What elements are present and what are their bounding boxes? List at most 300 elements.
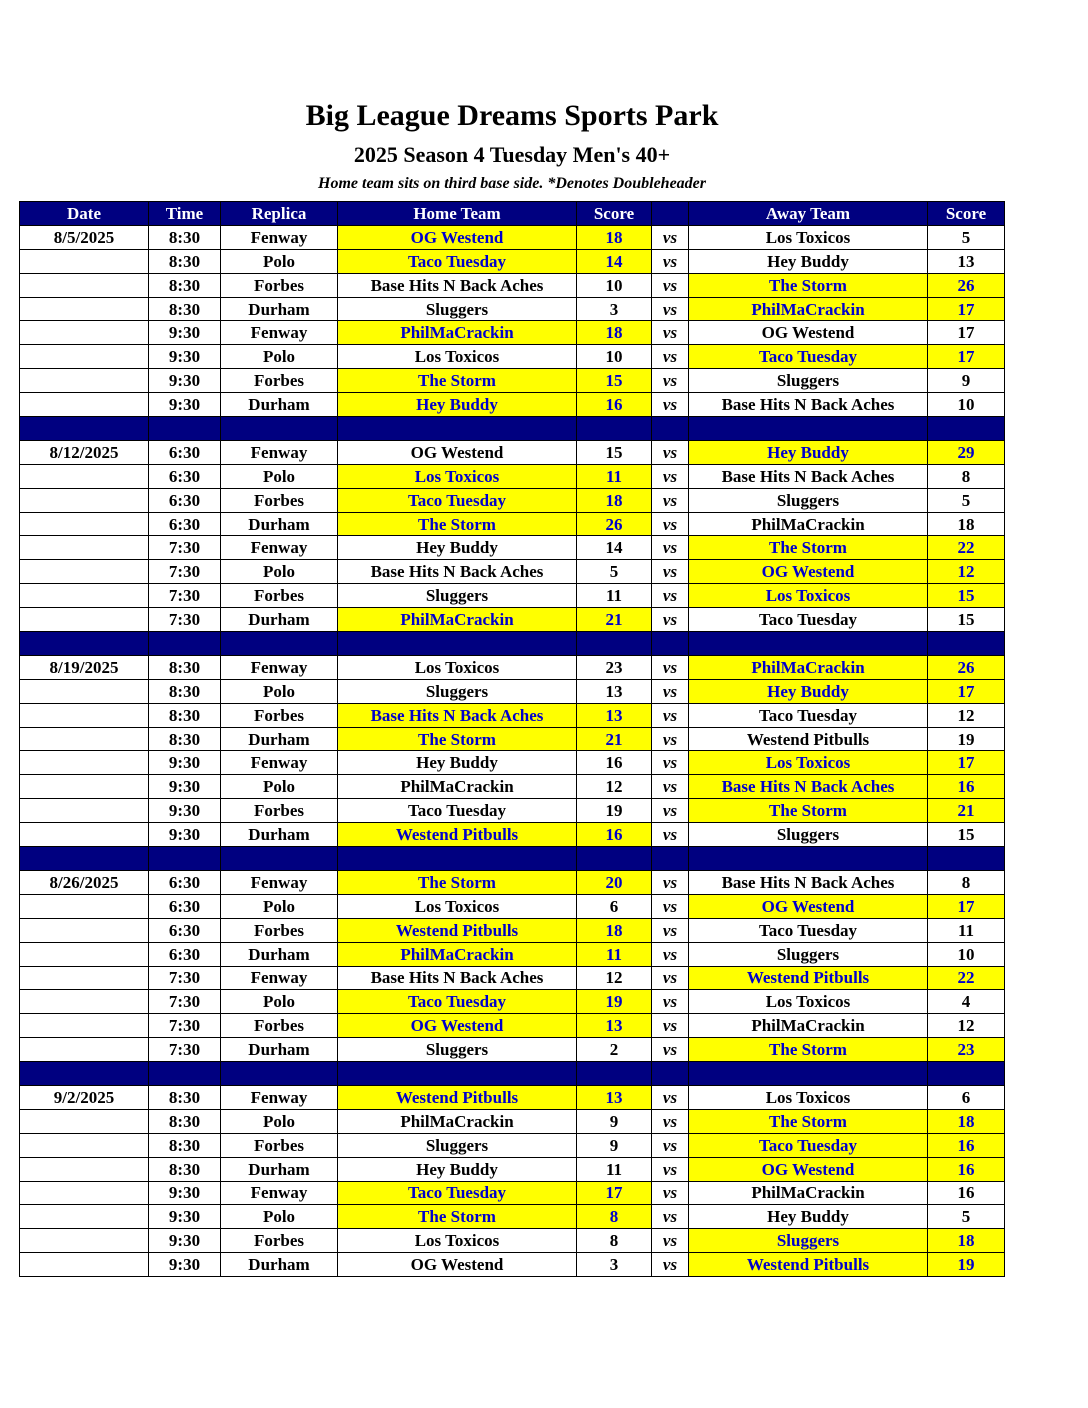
home-team-cell: Taco Tuesday (338, 990, 577, 1014)
date-cell (20, 536, 149, 560)
away-score-cell: 19 (928, 727, 1005, 751)
time-cell: 6:30 (149, 870, 221, 894)
vs-cell: vs (652, 1157, 689, 1181)
vs-cell: vs (652, 1181, 689, 1205)
date-cell (20, 775, 149, 799)
vs-cell: vs (652, 894, 689, 918)
game-row (20, 608, 1005, 632)
field-cell: Fenway (221, 1085, 338, 1109)
home-score-cell: 15 (577, 369, 652, 393)
game-row (20, 1253, 1005, 1277)
date-cell (20, 369, 149, 393)
home-team-cell: OG Westend (338, 1253, 577, 1277)
away-score-cell: 26 (928, 273, 1005, 297)
date-cell (20, 1253, 149, 1277)
away-team-cell: PhilMaCrackin (689, 297, 928, 321)
field-cell: Forbes (221, 488, 338, 512)
game-row (20, 321, 1005, 345)
home-score-cell: 21 (577, 608, 652, 632)
field-cell: Durham (221, 393, 338, 417)
away-score-cell: 10 (928, 393, 1005, 417)
time-cell: 7:30 (149, 1038, 221, 1062)
time-cell: 9:30 (149, 1253, 221, 1277)
separator-cell (689, 1062, 928, 1086)
away-score-cell: 16 (928, 1157, 1005, 1181)
date-cell: 9/2/2025 (20, 1085, 149, 1109)
game-row (20, 1205, 1005, 1229)
field-cell: Forbes (221, 799, 338, 823)
home-team-cell: Los Toxicos (338, 345, 577, 369)
col-header-home-team: Home Team (338, 202, 577, 226)
home-score-cell: 16 (577, 393, 652, 417)
away-team-cell: The Storm (689, 1038, 928, 1062)
home-score-cell: 21 (577, 727, 652, 751)
schedule-body (20, 225, 1005, 1276)
away-score-cell: 8 (928, 464, 1005, 488)
col-header-time: Time (149, 202, 221, 226)
home-score-cell: 18 (577, 918, 652, 942)
separator-cell (20, 417, 149, 441)
home-score-cell: 5 (577, 560, 652, 584)
home-score-cell: 12 (577, 966, 652, 990)
separator-cell (577, 847, 652, 871)
game-row (20, 799, 1005, 823)
field-cell: Polo (221, 679, 338, 703)
vs-cell: vs (652, 990, 689, 1014)
time-cell: 9:30 (149, 321, 221, 345)
game-row (20, 823, 1005, 847)
field-cell: Polo (221, 775, 338, 799)
vs-cell: vs (652, 488, 689, 512)
time-cell: 9:30 (149, 393, 221, 417)
game-row (20, 942, 1005, 966)
doubleheader-note: Home team sits on third base side. *Denotes Doubleheader (318, 175, 706, 192)
vs-cell: vs (652, 393, 689, 417)
home-score-cell: 11 (577, 1157, 652, 1181)
date-cell (20, 584, 149, 608)
separator-cell (689, 417, 928, 441)
vs-cell: vs (652, 512, 689, 536)
time-cell: 7:30 (149, 1014, 221, 1038)
week-separator-row (20, 632, 1005, 656)
home-score-cell: 9 (577, 1109, 652, 1133)
game-row (20, 727, 1005, 751)
field-cell: Fenway (221, 751, 338, 775)
home-team-cell: The Storm (338, 870, 577, 894)
game-row (20, 393, 1005, 417)
date-cell: 8/26/2025 (20, 870, 149, 894)
date-cell (20, 464, 149, 488)
home-score-cell: 23 (577, 655, 652, 679)
away-team-cell: OG Westend (689, 894, 928, 918)
away-score-cell: 23 (928, 1038, 1005, 1062)
time-cell: 8:30 (149, 1133, 221, 1157)
separator-cell (577, 417, 652, 441)
time-cell: 8:30 (149, 703, 221, 727)
separator-cell (221, 632, 338, 656)
home-score-cell: 8 (577, 1205, 652, 1229)
home-score-cell: 11 (577, 584, 652, 608)
away-score-cell: 13 (928, 249, 1005, 273)
vs-cell: vs (652, 1229, 689, 1253)
time-cell: 7:30 (149, 966, 221, 990)
away-score-cell: 10 (928, 942, 1005, 966)
field-cell: Fenway (221, 225, 338, 249)
away-team-cell: Los Toxicos (689, 225, 928, 249)
home-score-cell: 2 (577, 1038, 652, 1062)
time-cell: 8:30 (149, 679, 221, 703)
away-score-cell: 15 (928, 823, 1005, 847)
time-cell: 8:30 (149, 225, 221, 249)
vs-cell: vs (652, 703, 689, 727)
game-row (20, 1014, 1005, 1038)
time-cell: 6:30 (149, 488, 221, 512)
home-score-cell: 19 (577, 990, 652, 1014)
away-score-cell: 5 (928, 225, 1005, 249)
separator-cell (689, 632, 928, 656)
date-cell (20, 751, 149, 775)
week-separator-row (20, 417, 1005, 441)
home-score-cell: 14 (577, 249, 652, 273)
separator-cell (338, 632, 577, 656)
date-cell (20, 608, 149, 632)
home-score-cell: 26 (577, 512, 652, 536)
away-score-cell: 17 (928, 297, 1005, 321)
separator-cell (20, 1062, 149, 1086)
home-team-cell: Taco Tuesday (338, 249, 577, 273)
away-score-cell: 17 (928, 751, 1005, 775)
away-team-cell: Sluggers (689, 369, 928, 393)
date-cell (20, 1109, 149, 1133)
away-team-cell: Los Toxicos (689, 1085, 928, 1109)
field-cell: Forbes (221, 703, 338, 727)
vs-cell: vs (652, 584, 689, 608)
game-row (20, 990, 1005, 1014)
col-header-date: Date (20, 202, 149, 226)
date-cell (20, 1157, 149, 1181)
date-cell (20, 1133, 149, 1157)
away-team-cell: PhilMaCrackin (689, 1014, 928, 1038)
home-team-cell: Taco Tuesday (338, 1181, 577, 1205)
time-cell: 7:30 (149, 536, 221, 560)
separator-cell (149, 417, 221, 441)
home-team-cell: Westend Pitbulls (338, 1085, 577, 1109)
field-cell: Fenway (221, 440, 338, 464)
date-cell (20, 488, 149, 512)
vs-cell: vs (652, 727, 689, 751)
home-score-cell: 10 (577, 345, 652, 369)
field-cell: Polo (221, 894, 338, 918)
col-header-away-team: Away Team (689, 202, 928, 226)
away-score-cell: 26 (928, 655, 1005, 679)
field-cell: Polo (221, 1205, 338, 1229)
away-team-cell: Taco Tuesday (689, 608, 928, 632)
game-row (20, 584, 1005, 608)
home-team-cell: Sluggers (338, 679, 577, 703)
home-team-cell: The Storm (338, 1205, 577, 1229)
field-cell: Durham (221, 727, 338, 751)
home-team-cell: Los Toxicos (338, 1229, 577, 1253)
date-cell (20, 679, 149, 703)
vs-cell: vs (652, 1253, 689, 1277)
away-team-cell: Base Hits N Back Aches (689, 464, 928, 488)
vs-cell: vs (652, 655, 689, 679)
away-team-cell: Sluggers (689, 488, 928, 512)
date-cell (20, 990, 149, 1014)
separator-cell (928, 847, 1005, 871)
field-cell: Forbes (221, 1133, 338, 1157)
away-score-cell: 16 (928, 1133, 1005, 1157)
date-cell (20, 393, 149, 417)
field-cell: Durham (221, 1038, 338, 1062)
separator-cell (338, 847, 577, 871)
home-score-cell: 15 (577, 440, 652, 464)
field-cell: Durham (221, 1157, 338, 1181)
separator-cell (928, 632, 1005, 656)
away-team-cell: The Storm (689, 273, 928, 297)
time-cell: 8:30 (149, 727, 221, 751)
home-score-cell: 11 (577, 942, 652, 966)
home-score-cell: 18 (577, 321, 652, 345)
home-score-cell: 12 (577, 775, 652, 799)
home-score-cell: 6 (577, 894, 652, 918)
away-score-cell: 5 (928, 1205, 1005, 1229)
field-cell: Forbes (221, 584, 338, 608)
field-cell: Durham (221, 942, 338, 966)
away-team-cell: Westend Pitbulls (689, 1253, 928, 1277)
week-separator-row (20, 847, 1005, 871)
separator-cell (149, 632, 221, 656)
game-row (20, 775, 1005, 799)
separator-cell (652, 847, 689, 871)
time-cell: 8:30 (149, 1085, 221, 1109)
vs-cell: vs (652, 536, 689, 560)
home-team-cell: PhilMaCrackin (338, 608, 577, 632)
time-cell: 8:30 (149, 1109, 221, 1133)
date-cell: 8/5/2025 (20, 225, 149, 249)
home-team-cell: Base Hits N Back Aches (338, 560, 577, 584)
game-row (20, 464, 1005, 488)
home-team-cell: The Storm (338, 369, 577, 393)
game-row (20, 679, 1005, 703)
away-team-cell: PhilMaCrackin (689, 1181, 928, 1205)
game-row (20, 1109, 1005, 1133)
home-team-cell: The Storm (338, 512, 577, 536)
away-team-cell: Sluggers (689, 823, 928, 847)
time-cell: 8:30 (149, 655, 221, 679)
home-team-cell: Base Hits N Back Aches (338, 966, 577, 990)
away-score-cell: 19 (928, 1253, 1005, 1277)
away-score-cell: 21 (928, 799, 1005, 823)
separator-cell (338, 417, 577, 441)
date-cell (20, 512, 149, 536)
game-row (20, 1229, 1005, 1253)
date-cell (20, 1014, 149, 1038)
date-cell (20, 823, 149, 847)
separator-cell (928, 1062, 1005, 1086)
home-team-cell: Sluggers (338, 584, 577, 608)
field-cell: Fenway (221, 966, 338, 990)
vs-cell: vs (652, 345, 689, 369)
date-cell (20, 1181, 149, 1205)
home-team-cell: Los Toxicos (338, 464, 577, 488)
home-score-cell: 13 (577, 1014, 652, 1038)
home-score-cell: 20 (577, 870, 652, 894)
field-cell: Forbes (221, 369, 338, 393)
vs-cell: vs (652, 679, 689, 703)
time-cell: 7:30 (149, 584, 221, 608)
field-cell: Polo (221, 249, 338, 273)
home-score-cell: 13 (577, 703, 652, 727)
separator-cell (221, 847, 338, 871)
vs-cell: vs (652, 942, 689, 966)
vs-cell: vs (652, 1205, 689, 1229)
home-score-cell: 16 (577, 751, 652, 775)
away-score-cell: 15 (928, 608, 1005, 632)
field-cell: Durham (221, 297, 338, 321)
game-row (20, 966, 1005, 990)
col-header-away-score: Score (928, 202, 1005, 226)
game-row (20, 560, 1005, 584)
time-cell: 6:30 (149, 440, 221, 464)
home-score-cell: 13 (577, 679, 652, 703)
home-score-cell: 16 (577, 823, 652, 847)
game-row (20, 249, 1005, 273)
away-score-cell: 18 (928, 1109, 1005, 1133)
vs-cell: vs (652, 608, 689, 632)
away-score-cell: 8 (928, 870, 1005, 894)
game-row (20, 1157, 1005, 1181)
home-score-cell: 9 (577, 1133, 652, 1157)
away-score-cell: 15 (928, 584, 1005, 608)
game-row (20, 488, 1005, 512)
home-team-cell: Base Hits N Back Aches (338, 273, 577, 297)
time-cell: 6:30 (149, 918, 221, 942)
away-team-cell: Taco Tuesday (689, 918, 928, 942)
time-cell: 6:30 (149, 512, 221, 536)
separator-cell (689, 847, 928, 871)
separator-cell (652, 417, 689, 441)
date-cell (20, 727, 149, 751)
game-row (20, 1181, 1005, 1205)
date-cell (20, 321, 149, 345)
away-score-cell: 12 (928, 560, 1005, 584)
home-score-cell: 18 (577, 488, 652, 512)
home-team-cell: Hey Buddy (338, 751, 577, 775)
week-separator-row (20, 1062, 1005, 1086)
separator-cell (652, 632, 689, 656)
away-team-cell: Taco Tuesday (689, 703, 928, 727)
game-row (20, 751, 1005, 775)
game-row (20, 655, 1005, 679)
field-cell: Fenway (221, 321, 338, 345)
game-row (20, 1133, 1005, 1157)
away-team-cell: Los Toxicos (689, 751, 928, 775)
game-row (20, 894, 1005, 918)
field-cell: Polo (221, 990, 338, 1014)
home-team-cell: OG Westend (338, 1014, 577, 1038)
home-team-cell: OG Westend (338, 225, 577, 249)
away-score-cell: 29 (928, 440, 1005, 464)
vs-cell: vs (652, 870, 689, 894)
time-cell: 6:30 (149, 464, 221, 488)
schedule-table (19, 201, 1005, 1277)
time-cell: 8:30 (149, 297, 221, 321)
home-team-cell: PhilMaCrackin (338, 321, 577, 345)
home-team-cell: PhilMaCrackin (338, 1109, 577, 1133)
date-cell (20, 249, 149, 273)
away-team-cell: The Storm (689, 536, 928, 560)
season-subtitle: 2025 Season 4 Tuesday Men's 40+ (353, 142, 671, 167)
away-team-cell: Taco Tuesday (689, 345, 928, 369)
home-team-cell: Taco Tuesday (338, 488, 577, 512)
date-cell (20, 1038, 149, 1062)
time-cell: 9:30 (149, 369, 221, 393)
game-row (20, 512, 1005, 536)
separator-cell (149, 1062, 221, 1086)
game-row (20, 703, 1005, 727)
away-team-cell: Westend Pitbulls (689, 966, 928, 990)
separator-cell (221, 417, 338, 441)
date-cell (20, 297, 149, 321)
date-cell (20, 966, 149, 990)
away-team-cell: Westend Pitbulls (689, 727, 928, 751)
vs-cell: vs (652, 775, 689, 799)
home-team-cell: Westend Pitbulls (338, 823, 577, 847)
away-score-cell: 16 (928, 1181, 1005, 1205)
away-score-cell: 11 (928, 918, 1005, 942)
time-cell: 9:30 (149, 799, 221, 823)
vs-cell: vs (652, 751, 689, 775)
home-team-cell: PhilMaCrackin (338, 775, 577, 799)
home-score-cell: 10 (577, 273, 652, 297)
home-team-cell: The Storm (338, 727, 577, 751)
vs-cell: vs (652, 1014, 689, 1038)
home-team-cell: Hey Buddy (338, 393, 577, 417)
away-score-cell: 12 (928, 1014, 1005, 1038)
separator-cell (20, 632, 149, 656)
separator-cell (338, 1062, 577, 1086)
home-team-cell: Hey Buddy (338, 536, 577, 560)
field-cell: Forbes (221, 918, 338, 942)
away-team-cell: The Storm (689, 1109, 928, 1133)
vs-cell: vs (652, 918, 689, 942)
field-cell: Durham (221, 823, 338, 847)
home-score-cell: 3 (577, 1253, 652, 1277)
home-score-cell: 8 (577, 1229, 652, 1253)
away-team-cell: OG Westend (689, 560, 928, 584)
away-score-cell: 17 (928, 321, 1005, 345)
home-score-cell: 18 (577, 225, 652, 249)
home-team-cell: Base Hits N Back Aches (338, 703, 577, 727)
away-team-cell: Sluggers (689, 942, 928, 966)
vs-cell: vs (652, 1038, 689, 1062)
away-team-cell: Los Toxicos (689, 584, 928, 608)
field-cell: Fenway (221, 655, 338, 679)
vs-cell: vs (652, 1109, 689, 1133)
field-cell: Forbes (221, 1014, 338, 1038)
time-cell: 9:30 (149, 751, 221, 775)
time-cell: 9:30 (149, 1181, 221, 1205)
time-cell: 8:30 (149, 249, 221, 273)
separator-cell (652, 1062, 689, 1086)
date-cell (20, 1205, 149, 1229)
away-team-cell: Hey Buddy (689, 249, 928, 273)
separator-cell (149, 847, 221, 871)
away-team-cell: OG Westend (689, 1157, 928, 1181)
away-score-cell: 17 (928, 345, 1005, 369)
game-row (20, 369, 1005, 393)
